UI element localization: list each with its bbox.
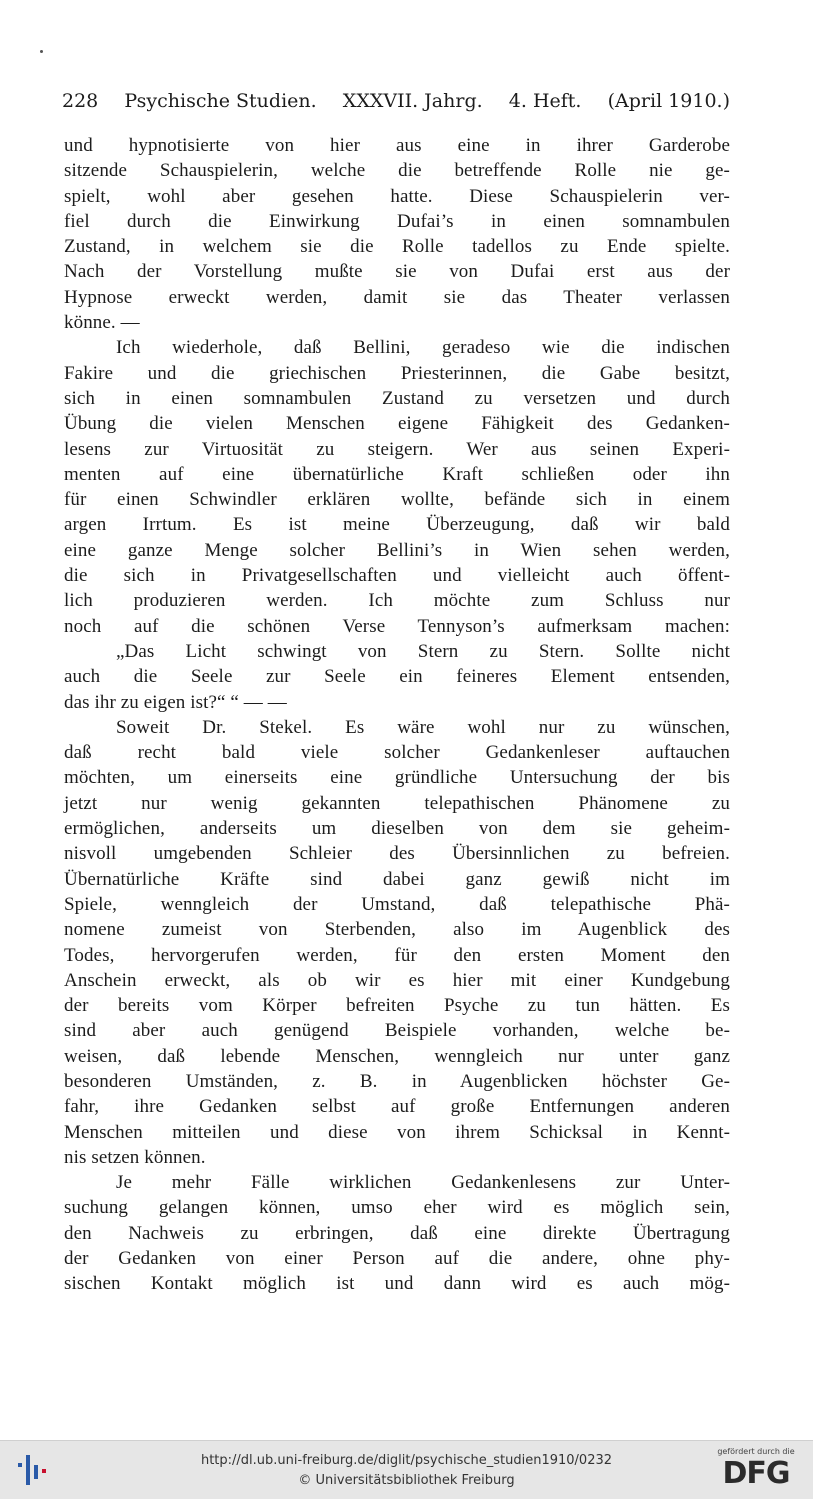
text-line: und hypnotisierte von hier aus eine in ihrer Garderobe [64,135,730,156]
text-line: jetzt nur wenig gekannten telepathischen Phänomene zu [64,792,730,814]
text-line: suchung gelangen können, umso eher wird es möglich sein, [64,1197,730,1219]
text-line: Soweit Dr. Stekel. Es wäre wohl nur zu wünschen, [116,716,730,738]
text-line: eine ganze Menge solcher Bellini’s in Wien sehen werden, [64,539,730,561]
text-line: noch auf die schönen Verse Tennyson’s aufmerksam machen: [64,615,730,637]
text-line: Zustand, in welchem sie die Rolle tadellos zu Ende spielte. [64,236,730,258]
text-line: weisen, daß lebende Menschen, wenngleich nur unter ganz [64,1045,730,1067]
text-line: auch die Seele zur Seele ein feineres Element entsenden, [64,666,730,688]
text-line: Ich wiederhole, daß Bellini, geradeso wie die indischen [116,337,730,359]
journal-title: Psychische Studien. [124,90,317,112]
text-line: besonderen Umständen, z. B. in Augenblicken höchster Ge- [64,1070,730,1092]
volume: XXXVII. Jahrg. [342,90,483,112]
dfg-funding-note: gefördert durch die [717,1447,795,1456]
text-line: Übernatürliche Kräfte sind dabei ganz gewiß nicht im [64,868,730,890]
running-header [62,88,730,114]
issue-date: (April 1910.) [607,90,730,112]
text-line: das ihr zu eigen ist?“ “ — — [64,691,287,713]
text-line: „Das Licht schwingt von Stern zu Stern. Sollte nicht [116,640,730,662]
text-line: lich produzieren werden. Ich möchte zum Schluss nur [64,590,730,612]
viewer-footer [0,1440,813,1499]
text-line: fiel durch die Einwirkung Dufai’s in einen somnambulen [64,210,730,232]
text-line: den Nachweis zu erbringen, daß eine direkte Übertragung [64,1222,730,1244]
text-line: für einen Schwindler erklären wollte, befände sich in einem [64,489,730,511]
text-line: Je mehr Fälle wirklichen Gedankenlesens zur Unter- [116,1172,730,1194]
text-line: möchten, um einerseits eine gründliche Untersuchung der bis [64,767,730,789]
text-line: daß recht bald viele solcher Gedankenleser auftauchen [64,742,730,764]
text-line: Menschen mitteilen und diese von ihrem Schicksal in Kennt- [64,1121,730,1143]
text-line: nisvoll umgebenden Schleier des Übersinnlichen zu befreien. [64,843,730,865]
copyright-notice: © Universitätsbibliothek Freiburg [298,1473,515,1488]
issue: 4. Heft. [508,90,582,112]
text-line: Hypnose erweckt werden, damit sie das Theater verlassen [64,286,730,308]
page-number: 228 [62,90,99,112]
text-line: sind aber auch genügend Beispiele vorhanden, welche be- [64,1020,730,1042]
scan-speck [40,50,43,53]
text-line: Übung die vielen Menschen eigene Fähigkeit des Gedanken- [64,413,730,435]
text-line: spielt, wohl aber gesehen hatte. Diese Schauspielerin ver- [64,185,730,207]
text-line: Todes, hervorgerufen werden, für den ersten Moment den [64,944,730,966]
text-line: nis setzen können. [64,1146,206,1168]
page-url[interactable]: http://dl.ub.uni-freiburg.de/diglit/psychische_studien1910/0232 [200,1453,613,1468]
text-line: nomene zumeist von Sterbenden, also im Augenblick des [64,919,730,941]
text-line: sitzende Schauspielerin, welche die betreffende Rolle nie ge- [64,160,730,182]
text-line: Nach der Vorstellung mußte sie von Dufai erst aus der [64,261,730,283]
text-line: fahr, ihre Gedanken selbst auf große Entfernungen anderen [64,1096,730,1118]
dfg-logo[interactable] [711,1447,801,1495]
text-line: lesens zur Virtuosität zu steigern. Wer aus seinen Experi- [64,438,730,460]
text-line: könne. — [64,312,140,334]
body-text [64,133,730,1297]
text-line: Fakire und die griechischen Priesterinnen, die Gabe besitzt, [64,362,730,384]
text-line: sich in einen somnambulen Zustand zu versetzen und durch [64,387,730,409]
text-line: Anschein erweckt, als ob wir es hier mit einer Kundgebung [64,969,730,991]
text-line: sischen Kontakt möglich ist und dann wird es auch mög- [64,1273,730,1295]
text-line: ermöglichen, anderseits um dieselben von dem sie geheim- [64,818,730,840]
text-line: der Gedanken von einer Person auf die andere, ohne phy- [64,1248,730,1270]
text-line: Spiele, wenngleich der Umstand, daß telepathische Phä- [64,893,730,915]
text-line: die sich in Privatgesellschaften und vielleicht auch öffent- [64,565,730,587]
dfg-wordmark: DFG [722,1456,790,1491]
text-line: der bereits vom Körper befreiten Psyche zu tun hätten. Es [64,995,730,1017]
text-line: argen Irrtum. Es ist meine Überzeugung, daß wir bald [64,514,730,536]
text-line: menten auf eine übernatürliche Kraft schließen oder ihn [64,463,730,485]
